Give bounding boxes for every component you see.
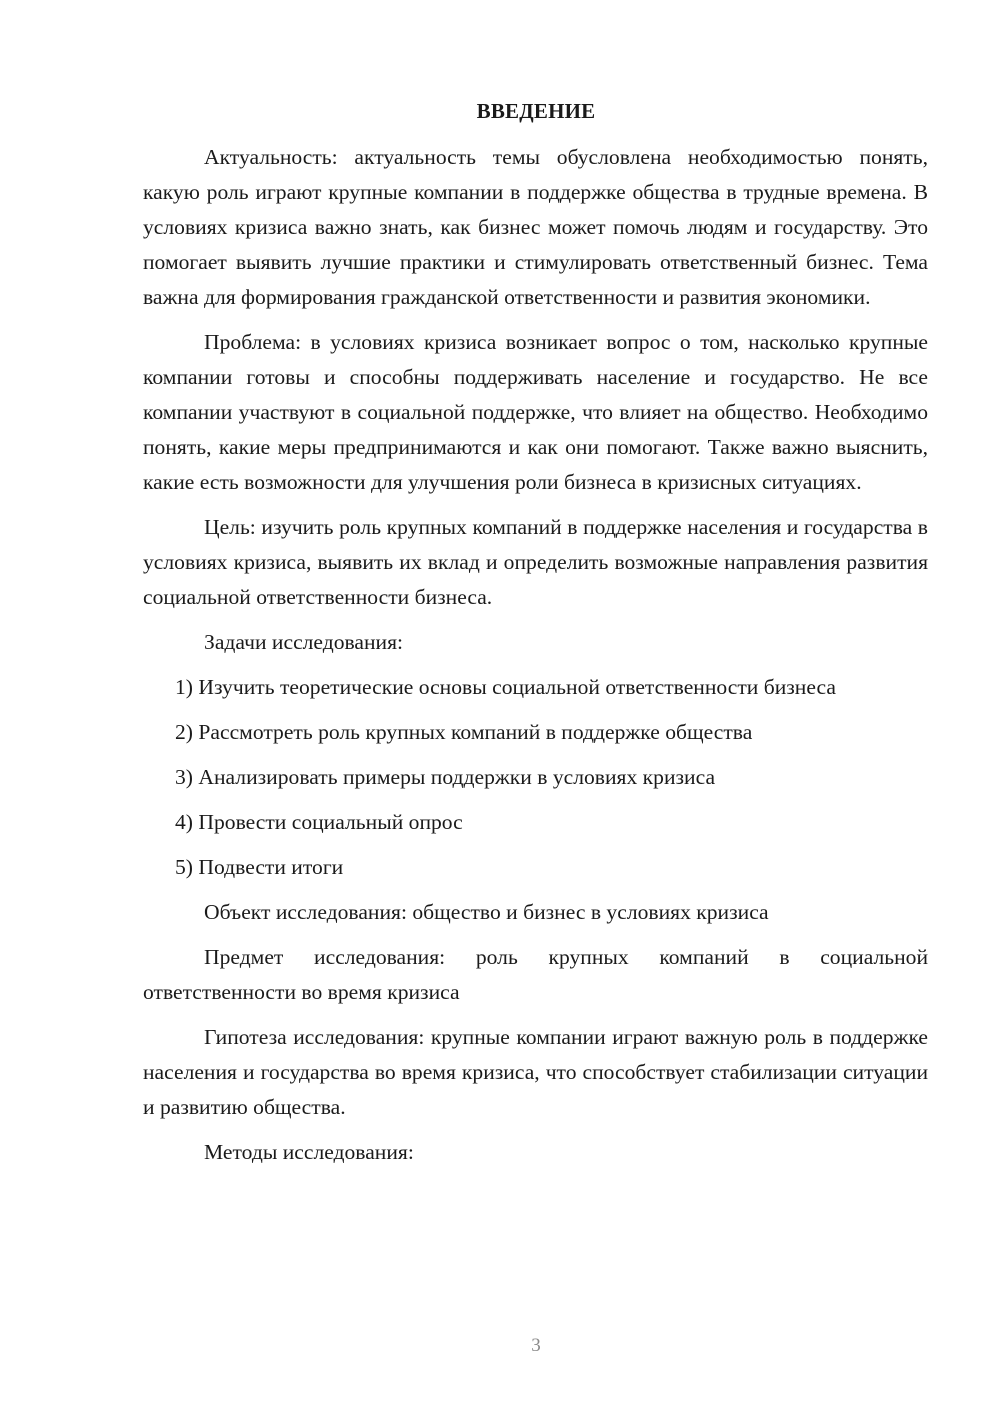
paragraph-goal: Цель: изучить роль крупных компаний в поддержке населения и государства в условиях кризиса, выявить их вклад и определить возможные направления развития социальной ответственности бизнеса. (143, 515, 928, 609)
paragraph-relevance: Актуальность: актуальность темы обусловлена необходимостью понять, какую роль играют крупные компании в поддержке общества в трудные времена. В условиях кризиса важно знать, как бизнес может помочь людям и государству. Это помогает выявить лучшие практики и стимулировать ответственный бизнес. Тема важна для формирования гражданской ответственности и развития экономики. (143, 145, 928, 309)
document-body (143, 140, 928, 1180)
paragraph-hypothesis: Гипотеза исследования: крупные компании играют важную роль в поддержке населения и государства во время кризиса, что способствует стабилизации ситуации и развитию общества. (143, 1025, 928, 1119)
list-item-task-4: 4) Провести социальный опрос (175, 810, 463, 834)
paragraph-object: Объект исследования: общество и бизнес в условиях кризиса (204, 900, 769, 924)
paragraph-methods-heading: Методы исследования: (204, 1140, 414, 1164)
list-item-task-5: 5) Подвести итоги (175, 855, 344, 879)
paragraph-subject: Предмет исследования: роль крупных компаний в социальной ответственности во время кризиса (143, 945, 928, 1004)
page-number: 3 (531, 1335, 541, 1356)
page-title: ВВЕДЕНИЕ (476, 99, 596, 123)
list-item-task-2: 2) Рассмотреть роль крупных компаний в поддержке общества (175, 720, 753, 744)
list-item-task-1: 1) Изучить теоретические основы социальной ответственности бизнеса (175, 675, 836, 699)
list-item-task-3: 3) Анализировать примеры поддержки в условиях кризиса (175, 765, 716, 789)
paragraph-problem: Проблема: в условиях кризиса возникает вопрос о том, насколько крупные компании готовы и способны поддерживать население и государство. Не все компании участвуют в социальной поддержке, что влияет на общество. Необходимо понять, какие меры предпринимаются и как они помогают. Также важно выяснить, какие есть возможности для улучшения роли бизнеса в кризисных ситуациях. (143, 330, 928, 494)
paragraph-tasks-heading: Задачи исследования: (204, 630, 404, 654)
